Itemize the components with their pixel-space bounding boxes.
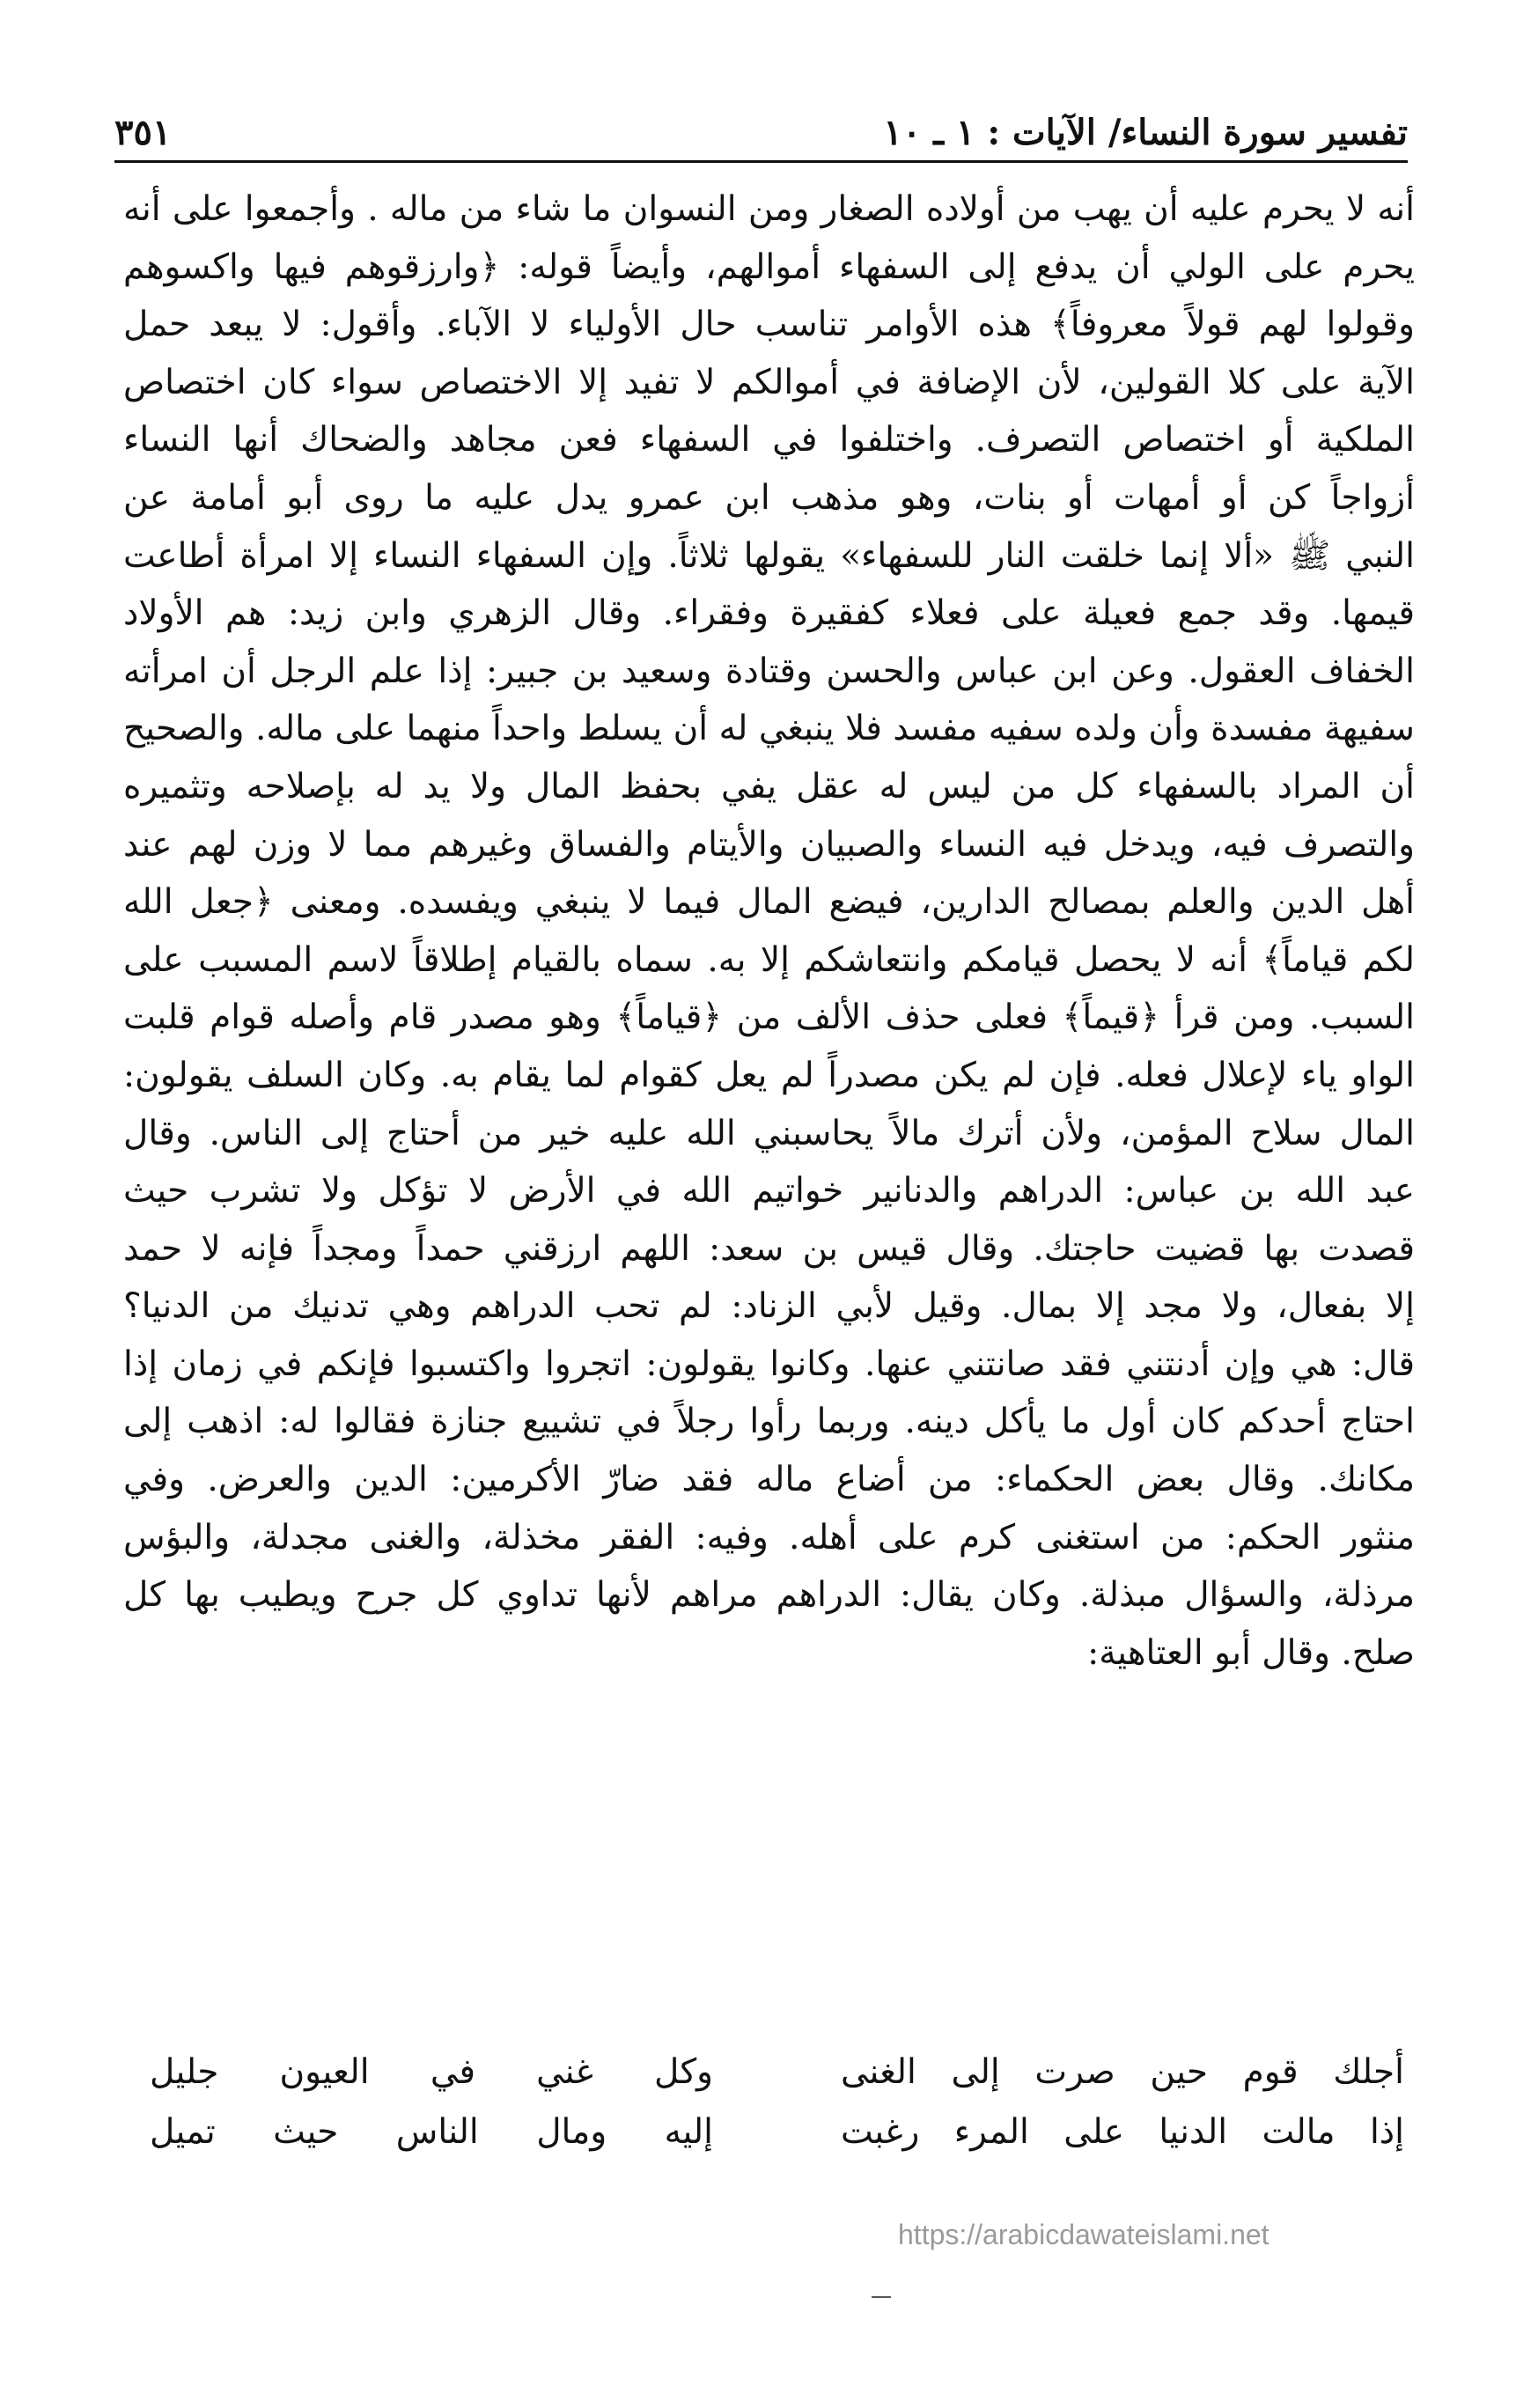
text-line: إلا بفعال، ولا مجد إلا بمال. وقيل لأبي الزناد: لم تحب الدراهم وهي تدنيك من الدنيا؟ <box>123 1286 1415 1327</box>
verse-second-hemistich: وكل غني في العيون جليل <box>150 2052 713 2092</box>
text-line: مكانك. وقال بعض الحكماء: من أضاع ماله فقد ضارّ الأكرمين: الدين والعرض. وفي <box>123 1460 1415 1500</box>
text-line: قيمها. وقد جمع فعيلة على فعلاء كفقيرة وفقراء. وقال الزهري وابن زيد: هم الأولاد <box>123 593 1415 634</box>
verse-second-hemistich: إليه ومال الناس حيث تميل <box>150 2112 713 2152</box>
text-line: صلح. وقال أبو العتاهية: <box>1087 1632 1415 1673</box>
text-line: احتاج أحدكم كان أول ما يأكل دينه. وربما رأوا رجلاً في تشييع جنازة فقالوا له: اذهب إلى <box>123 1402 1415 1442</box>
text-line: قال: هي وإن أدنتني فقد صانتني عنها. وكانوا يقولون: اتجروا واكتسبوا فإنكم في زمان إذا <box>123 1344 1415 1384</box>
body-text <box>123 180 1415 1682</box>
text-line: النبي ﷺ «ألا إنما خلقت النار للسفهاء» يقولها ثلاثاً. وإن السفهاء النساء إلا امرأة أطاعت <box>123 535 1415 576</box>
text-line: الواو ياء لإعلال فعله. فإن لم يكن مصدراً لم يعل كقوام لما يقام به. وكان السلف يقولون: <box>123 1055 1415 1095</box>
text-line: الخفاف العقول. وعن ابن عباس والحسن وقتادة وسعيد بن جبير: إذا علم الرجل أن امرأته <box>123 651 1415 691</box>
text-line: الملكية أو اختصاص التصرف. واختلفوا في السفهاء فعن مجاهد والضحاك أنها النساء <box>123 420 1415 460</box>
text-line: مرذلة، والسؤال مبذلة. وكان يقال: الدراهم مراهم لأنها تداوي كل جرح ويطيب بها كل <box>123 1575 1415 1616</box>
page-number: ٣٥١ <box>114 112 172 153</box>
watermark-url: https://arabicdawateislami.net <box>898 2219 1269 2250</box>
text-line: أهل الدين والعلم بمصالح الدارين، فيضع المال فيما لا ينبغي ويفسده. ومعنى ﴿جعل الله <box>123 882 1415 923</box>
text-line: عبد الله بن عباس: الدراهم والدنانير خواتيم الله في الأرض لا تؤكل ولا تشرب حيث <box>123 1171 1415 1211</box>
page-header <box>114 99 1408 163</box>
text-line: والتصرف فيه، ويدخل فيه النساء والصبيان والأيتام والفساق وغيرهم مما لا وزن لهم عند <box>123 824 1415 865</box>
text-line: السبب. ومن قرأ ﴿قيماً﴾ فعلى حذف الألف من ﴿قياماً﴾ وهو مصدر قام وأصله قوام قلبت <box>123 998 1415 1038</box>
poem-verse <box>150 2102 1404 2162</box>
poem <box>150 2043 1404 2162</box>
text-line: أنه لا يحرم عليه أن يهب من أولاده الصغار ومن النسوان ما شاء من ماله . وأجمعوا على أنه <box>123 189 1415 229</box>
verse-first-hemistich: أجلك قوم حين صرت إلى الغنى <box>841 2052 1404 2092</box>
text-line: أن المراد بالسفهاء كل من ليس له عقل يفي بحفظ المال ولا يد له بإصلاحه وتثميره <box>123 766 1415 806</box>
text-line: أزواجاً كن أو أمهات أو بنات، وهو مذهب ابن عمرو يدل عليه ما روى أبو أمامة عن <box>123 477 1415 518</box>
text-line: وقولوا لهم قولاً معروفاً﴾ هذه الأوامر تناسب حال الأولياء لا الآباء. وأقول: لا يبعد حمل <box>123 305 1415 345</box>
text-line: منثور الحكم: من استغنى كرم على أهله. وفيه: الفقر مخذلة، والغنى مجدلة، والبؤس <box>123 1517 1415 1557</box>
running-title: تفسير سورة النساء/ الآيات : ١ ـ ١٠ <box>883 112 1408 153</box>
poem-verse <box>150 2043 1404 2102</box>
text-line: يحرم على الولي أن يدفع إلى السفهاء أموالهم، وأيضاً قوله: ﴿وارزقوهم فيها واكسوهم <box>123 247 1415 287</box>
verse-first-hemistich: إذا مالت الدنيا على المرء رغبت <box>841 2112 1404 2152</box>
text-line: قصدت بها قضيت حاجتك. وقال قيس بن سعد: اللهم ارزقني حمداً ومجداً فإنه لا حمد <box>123 1228 1415 1269</box>
page-mark <box>872 2296 891 2298</box>
text-line: لكم قياماً﴾ أنه لا يحصل قيامكم وانتعاشكم إلا به. سماه بالقيام إطلاقاً لاسم المسبب على <box>123 939 1415 980</box>
text-line: المال سلاح المؤمن، ولأن أترك مالاً يحاسبني الله عليه خير من أحتاج إلى الناس. وقال <box>123 1113 1415 1153</box>
text-line: سفيهة مفسدة وأن ولده سفيه مفسد فلا ينبغي له أن يسلط واحداً منهما على ماله. والصحيح <box>123 709 1415 749</box>
text-line: الآية على كلا القولين، لأن الإضافة في أموالكم لا تفيد إلا الاختصاص سواء كان اختصاص <box>123 362 1415 402</box>
